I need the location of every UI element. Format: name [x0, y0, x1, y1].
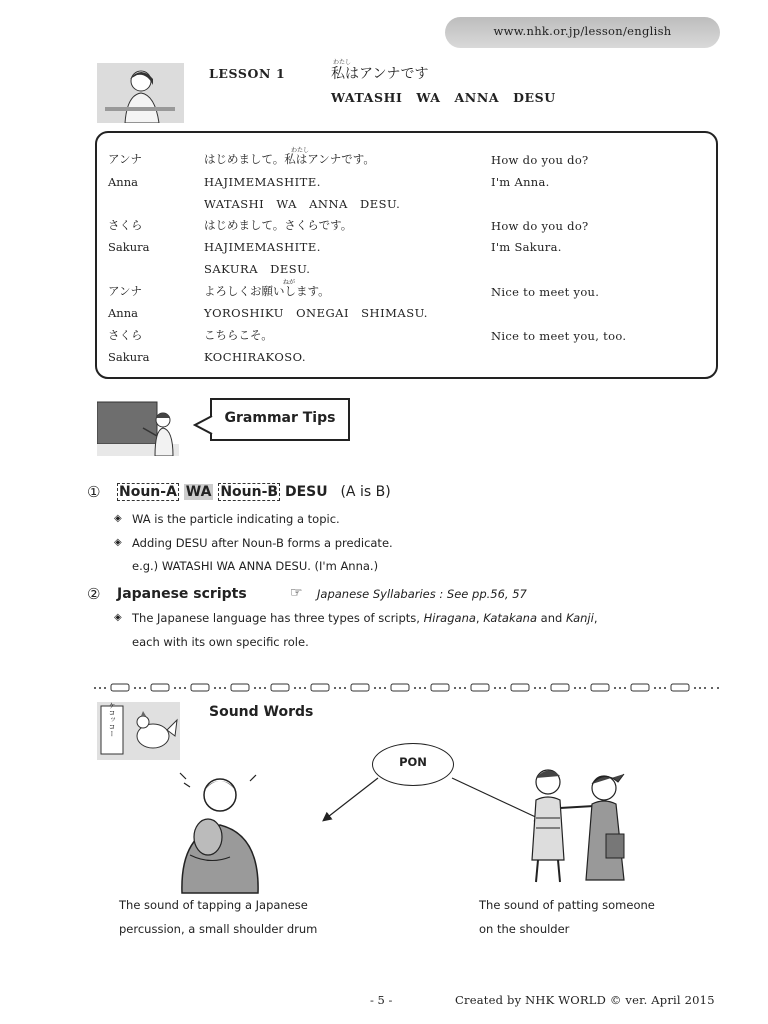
lesson-title-japanese: 私はアンナです — [331, 66, 429, 82]
anna-illustration — [97, 63, 184, 123]
wa-particle: WA — [185, 484, 212, 500]
grammar-reference: Japanese Syllabaries : See pp.56, 57 — [317, 587, 527, 601]
speaker-en: Sakura — [108, 350, 150, 364]
dialogue-english: How do you do? — [491, 219, 589, 233]
dialogue-romaji: WATASHI WA ANNA DESU. — [204, 197, 401, 211]
speaker-en: Sakura — [108, 240, 150, 254]
grammar-bullet: WA is the particle indicating a topic. — [132, 512, 340, 526]
pointing-hand-icon: ☞ — [290, 585, 303, 601]
patting-illustration — [520, 760, 640, 890]
grammar-bullet: Adding DESU after Noun-B forms a predicate. — [132, 536, 393, 550]
footer-credit: Created by NHK WORLD © ver. April 2015 — [455, 993, 715, 1007]
bullet-icon: ◈ — [114, 537, 122, 548]
pon-label: PON — [399, 755, 427, 769]
sound-words-title: Sound Words — [209, 704, 314, 720]
bullet-icon: ◈ — [114, 513, 122, 524]
grammar-point-number: ② — [87, 585, 101, 603]
bullet-icon: ◈ — [114, 612, 122, 623]
grammar-tips-title: Grammar Tips — [224, 410, 336, 426]
dialogue-english: Nice to meet you. — [491, 285, 600, 299]
pon-arrows — [318, 776, 550, 826]
grammar-example: e.g.) WATASHI WA ANNA DESU. (I'm Anna.) — [132, 559, 379, 573]
page-number: - 5 - — [370, 993, 393, 1007]
noun-b-box: Noun-B — [220, 484, 279, 500]
desu-word: DESU — [284, 484, 328, 500]
dialogue-romaji: HAJIMEMASHITE. — [204, 175, 321, 189]
lesson-title-furigana: わたし — [333, 59, 352, 66]
pattern-meaning: (A is B) — [340, 484, 391, 500]
dialogue-english: How do you do? — [491, 153, 589, 167]
lesson-title-romaji: WATASHI WA ANNA DESU — [331, 90, 556, 105]
grammar-point-title: Japanese scripts — [117, 586, 247, 602]
speaker-jp: アンナ — [108, 284, 143, 298]
dialogue-romaji: KOCHIRAKOSO. — [204, 350, 307, 364]
grammar-bullet-continued: each with its own specific role. — [132, 635, 309, 649]
teacher-illustration — [97, 398, 179, 456]
dialogue-romaji: SAKURA DESU. — [204, 262, 311, 276]
dialogue-english: I'm Sakura. — [491, 240, 562, 254]
noun-a-box: Noun-A — [119, 484, 177, 500]
grammar-pattern — [117, 484, 391, 500]
url-text: www.nhk.or.jp/lesson/english — [493, 24, 672, 38]
grammar-point-number: ① — [87, 483, 101, 501]
speaker-en: Anna — [108, 175, 138, 189]
dialogue-japanese: よろしくお願いします。 — [204, 284, 330, 298]
dialogue-romaji: HAJIMEMASHITE. — [204, 240, 321, 254]
speaker-jp: さくら — [108, 218, 143, 232]
speaker-jp: さくら — [108, 328, 143, 342]
rooster-sound-text: コケコッコー — [108, 702, 116, 737]
grammar-bullet: The Japanese language has three types of scripts, Hiragana, Katakana and Kanji, — [132, 611, 598, 625]
caption-right: The sound of patting someone on the shoulder — [479, 898, 655, 936]
lesson-number: LESSON 1 — [209, 66, 286, 81]
dialogue-furigana: わたし — [291, 147, 310, 154]
drummer-illustration — [160, 765, 280, 895]
decorative-divider — [92, 680, 724, 694]
speaker-en: Anna — [108, 306, 138, 320]
dialogue-english: I'm Anna. — [491, 175, 550, 189]
caption-left: The sound of tapping a Japanese percussion, a small shoulder drum — [119, 898, 318, 936]
dialogue-furigana: ねが — [283, 279, 296, 286]
dialogue-japanese: はじめまして。さくらです。 — [204, 218, 353, 232]
dialogue-japanese: はじめまして。私はアンナです。 — [204, 152, 375, 166]
dialogue-english: Nice to meet you, too. — [491, 329, 627, 343]
speaker-jp: アンナ — [108, 152, 143, 166]
dialogue-japanese: こちらこそ。 — [204, 328, 273, 342]
rooster-illustration — [97, 702, 180, 760]
dialogue-romaji: YOROSHIKU ONEGAI SHIMASU. — [204, 306, 428, 320]
